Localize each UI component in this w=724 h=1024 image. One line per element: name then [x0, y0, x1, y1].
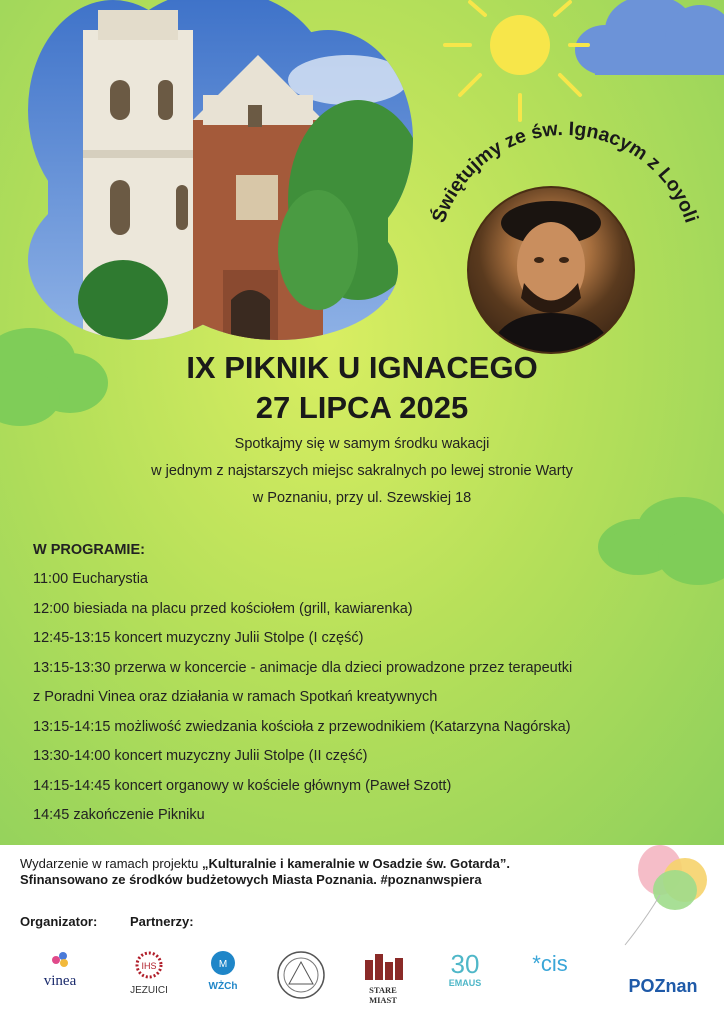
stare-miasto-text: STARE MIAST	[369, 985, 397, 1005]
poznan-text: POZnan	[628, 976, 698, 996]
lead-line: w Poznaniu, przy ul. Szewskiej 18	[252, 490, 472, 506]
wzch-logo	[203, 950, 243, 992]
funding-line: Sfinansowano ze środków budżetowych Miasta Poznania. #poznanwspiera	[20, 872, 482, 887]
green-cloud-right	[598, 492, 724, 587]
jezuici-text: JEZUICI	[130, 985, 168, 996]
program-heading: W PROGRAMIE:	[33, 542, 145, 558]
program-item: 12:45-13:15 koncert muzyczny Julii Stolpe (I część)	[33, 630, 364, 646]
asterisk-icon: *	[532, 951, 541, 976]
cis-label: cis	[540, 951, 568, 976]
organizer-label: Organizator:	[20, 914, 98, 929]
jezuici-emblem-icon	[134, 950, 164, 980]
jezuici-logo	[125, 950, 173, 996]
event-title: IX PIKNIK U IGNACEGO	[186, 350, 538, 385]
svg-text:IHS: IHS	[141, 961, 157, 971]
svg-text:M: M	[218, 959, 228, 970]
program-item: 11:00 Eucharystia	[33, 571, 148, 587]
emaus-text: EMAUS	[448, 978, 482, 988]
program-item: 14:45 zakończenie Pikniku	[33, 807, 205, 823]
arc-heading-text: Świętujmy ze św. Ignacym z Loyoli	[427, 117, 703, 226]
vinea-text: vinea	[43, 973, 77, 989]
wzch-text: WŻCh	[208, 981, 238, 992]
event-date: 27 LIPCA 2025	[255, 390, 469, 425]
seal-icon	[276, 950, 326, 1000]
emaus-number: 30	[450, 949, 480, 979]
program-item: 14:15-14:45 koncert organowy w kościele głównym (Paweł Szott)	[33, 778, 452, 794]
old-town-icon	[361, 950, 405, 980]
program-item: 13:15-14:15 możliwość zwiedzania kościoła z przewodnikiem (Katarzyna Nagórska)	[33, 719, 571, 735]
balloons-icon	[600, 845, 720, 950]
saint-portrait	[467, 186, 635, 354]
gotard-seal-logo	[275, 950, 327, 1005]
program-item: 13:15-13:30 przerwa w koncercie - animacje dla dzieci prowadzone przez terapeutki	[33, 660, 573, 676]
partners-label: Partnerzy:	[130, 914, 194, 929]
vinea-logo	[30, 950, 90, 990]
emaus-logo	[440, 950, 490, 988]
program-item: 13:30-14:00 koncert muzyczny Julii Stolpe (II część)	[33, 748, 368, 764]
project-line	[20, 856, 510, 871]
project-name: „Kulturalnie i kameralnie w Osadzie św. Gotarda”.	[201, 856, 510, 871]
program-item: 12:00 biesiada na placu przed kościołem (grill, kawiarenka)	[33, 601, 413, 617]
wzch-mark-icon	[210, 950, 236, 976]
lead-line: w jednym z najstarszych miejsc sakralnych po lewej stronie Warty	[151, 463, 573, 479]
stare-miasto-logo	[355, 950, 411, 1005]
lead-line: Spotkajmy się w samym środku wakacji	[234, 436, 490, 452]
project-prefix: Wydarzenie w ramach projektu	[20, 856, 202, 871]
cis-text	[515, 950, 585, 978]
poznan-logo	[618, 976, 708, 997]
church-photo	[18, 0, 418, 345]
program-item: z Poradni Vinea oraz działania w ramach Spotkań kreatywnych	[33, 689, 438, 705]
cis-logo	[515, 950, 585, 978]
blue-cloud	[575, 0, 724, 75]
vinea-mark-icon	[50, 950, 70, 968]
